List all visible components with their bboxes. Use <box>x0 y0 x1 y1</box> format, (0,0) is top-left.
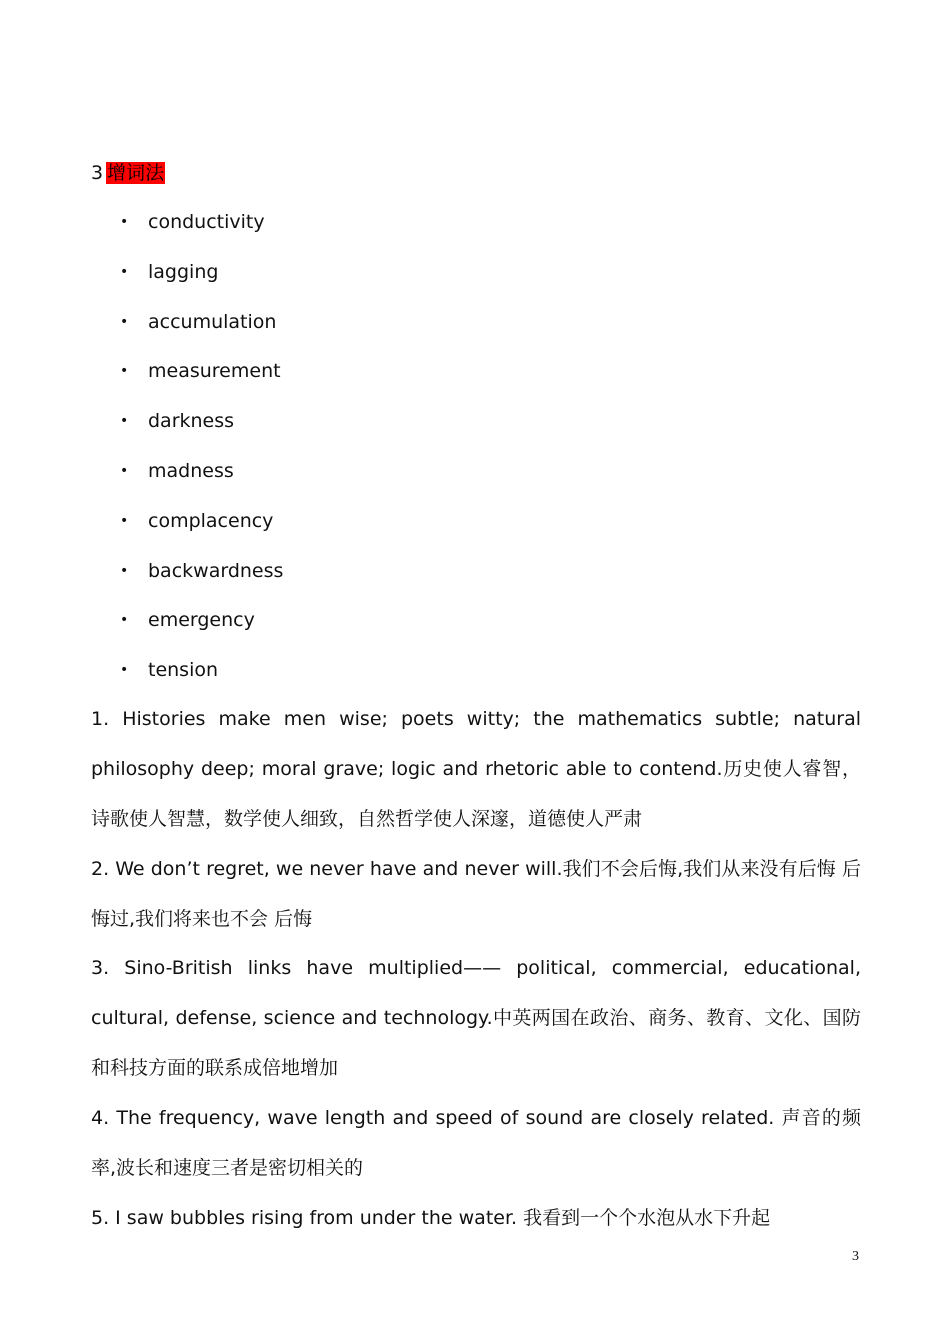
bullet-icon: • <box>120 313 129 330</box>
section-heading <box>91 160 165 186</box>
term-text: tension <box>148 659 219 682</box>
example-sentence-3: 3. Sino-British links have multiplied—— political, commercial, educational, cultural, defense, science and technology.中英两国在政治、商务、教育、文化、国防和科技方面的联系成倍地增加 <box>91 957 861 1079</box>
bullet-icon: • <box>120 512 129 529</box>
term-text: accumulation <box>148 310 277 333</box>
section-title-highlighted: 增词法 <box>107 162 165 184</box>
term-text: darkness <box>148 410 235 433</box>
bullet-icon: • <box>120 462 129 479</box>
bullet-icon: • <box>120 363 129 380</box>
term-text: madness <box>148 459 234 482</box>
example-sentence-2: 2. We don’t regret, we never have and never will.我们不会后悔,我们从来没有后悔 后悔过,我们将来也不会 后悔 <box>91 858 861 930</box>
example-sentence-1: 1. Histories make men wise; poets witty; the mathematics subtle; natural philosophy deep; moral grave; logic and rhetoric able to contend.历史使人睿智，诗歌使人智慧，数学使人细致，自然哲学使人深邃，道德使人严肃 <box>91 708 861 830</box>
bullet-icon: • <box>120 612 129 629</box>
bullet-icon: • <box>120 562 129 579</box>
example-sentence-5: 5. I saw bubbles rising from under the water. 我看到一个个水泡从水下升起 <box>91 1207 771 1229</box>
term-text: lagging <box>148 260 219 283</box>
bullet-icon: • <box>120 214 129 230</box>
section-number: 3 <box>91 162 104 184</box>
bullet-icon: • <box>120 263 129 280</box>
term-text: measurement <box>148 360 281 383</box>
term-text: backwardness <box>148 559 284 582</box>
bullet-icon: • <box>120 413 129 430</box>
term-text: conductivity <box>148 211 265 233</box>
term-text: complacency <box>148 509 274 532</box>
example-sentence-4: 4. The frequency, wave length and speed of sound are closely related. 声音的频率,波长和速度三者是密切相关的 <box>91 1107 861 1179</box>
page-number: 3 <box>852 1249 859 1264</box>
bullet-icon: • <box>120 662 129 679</box>
term-text: emergency <box>148 609 255 632</box>
